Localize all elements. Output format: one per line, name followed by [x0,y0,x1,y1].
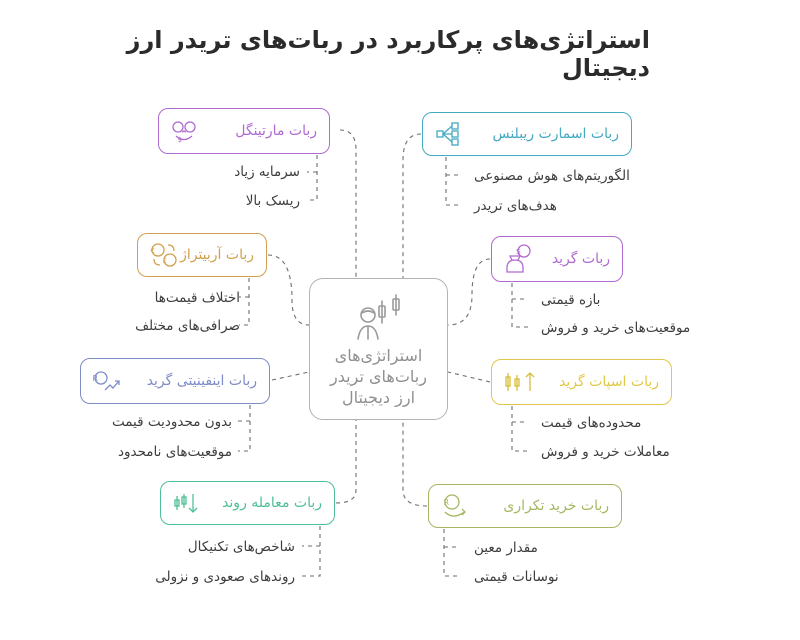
item-trend-trading-1: شاخص‌های تکنیکال [187,539,295,555]
connector-recurring-buy [403,420,427,506]
connector-spot-grid [448,372,490,382]
svg-text:$: $ [177,136,182,144]
connector-infinity-grid-items [238,405,250,451]
item-smart-rebalance-2: هدف‌های تریدر [474,198,557,214]
growth-chart-icon [93,368,121,394]
connector-martingale [340,130,356,278]
currency-exchange-icon [150,241,178,269]
item-martingale-2: ریسک بالا [245,193,300,209]
item-arbitrage-1: اختلاف قیمت‌ها [154,290,240,306]
repeat-coin-icon [441,492,469,520]
network-icon [435,121,461,147]
connector-recurring-buy-items [444,529,460,576]
node-smart-rebalance [422,112,632,156]
node-infinity-grid [80,358,270,404]
item-spot-grid-1: محدوده‌های قیمت [541,415,642,431]
connector-grid [448,259,490,325]
node-label: ربات اینفینیتی گرید [146,373,257,389]
item-recurring-buy-1: مقدار معین [474,540,538,556]
item-infinity-grid-1: بدون محدودیت قیمت [111,414,232,430]
svg-text:£: £ [162,257,167,265]
item-trend-trading-2: روندهای صعودی و نزولی [155,569,295,585]
node-grid [491,236,623,282]
connector-trend-trading [336,420,356,503]
connector-smart-rebalance-items [446,157,462,205]
connector-trend-trading-items [302,526,320,576]
center-line-2: ربات‌های تریدر [330,367,427,386]
center-node [309,278,448,420]
node-recurring-buy [428,484,622,528]
svg-text:R: R [92,374,98,383]
node-arbitrage [137,233,267,277]
item-infinity-grid-2: موقعیت‌های نامحدود [117,444,232,460]
connector-smart-rebalance [403,134,421,278]
connector-spot-grid-items [512,406,528,451]
connector-arbitrage [268,255,309,325]
candlestick-icon [173,490,199,516]
item-grid-1: بازه قیمتی [541,292,601,308]
connector-infinity-grid [272,372,309,380]
node-label: ربات خرید تکراری [503,498,609,514]
svg-text:€: € [150,247,155,255]
svg-text:$: $ [515,247,521,256]
center-line-1: استراتژی‌های [334,346,423,365]
price-candles-icon [504,369,538,395]
page-title: استراتژی‌های پرکاربرد در ربات‌های تریدر ارز دیجیتال [126,26,650,82]
center-label [314,345,443,408]
item-smart-rebalance-1: الگوریتم‌های هوش مصنوعی [474,168,630,184]
center-line-3: ارز دیجیتال [341,388,416,407]
connector-arbitrage-items [239,278,249,325]
connector-martingale-items [307,155,317,200]
svg-text:R: R [443,498,449,507]
item-spot-grid-2: معاملات خرید و فروش [541,444,670,460]
node-label: ربات معامله روند [222,495,322,511]
node-label: ربات مارتینگل [235,123,317,139]
connector-grid-items [512,283,528,327]
item-grid-2: موقعیت‌های خرید و فروش [541,320,691,336]
node-label: ربات اسمارت ریبلنس [492,126,619,142]
item-martingale-1: سرمایه زیاد [234,164,300,180]
money-bag-icon [504,244,534,274]
dollar-cycle-icon [171,118,197,144]
node-martingale [158,108,330,154]
node-spot-grid [491,359,672,405]
node-label: ربات اسپات گرید [559,374,659,390]
node-label: ربات گرید [551,251,610,267]
node-trend-trading [160,481,335,525]
robot-trader-icon [356,293,404,345]
node-label: ربات آربیتراژ [180,247,254,263]
item-recurring-buy-2: نوسانات قیمتی [474,569,559,585]
item-arbitrage-2: صرافی‌های مختلف [135,318,240,334]
